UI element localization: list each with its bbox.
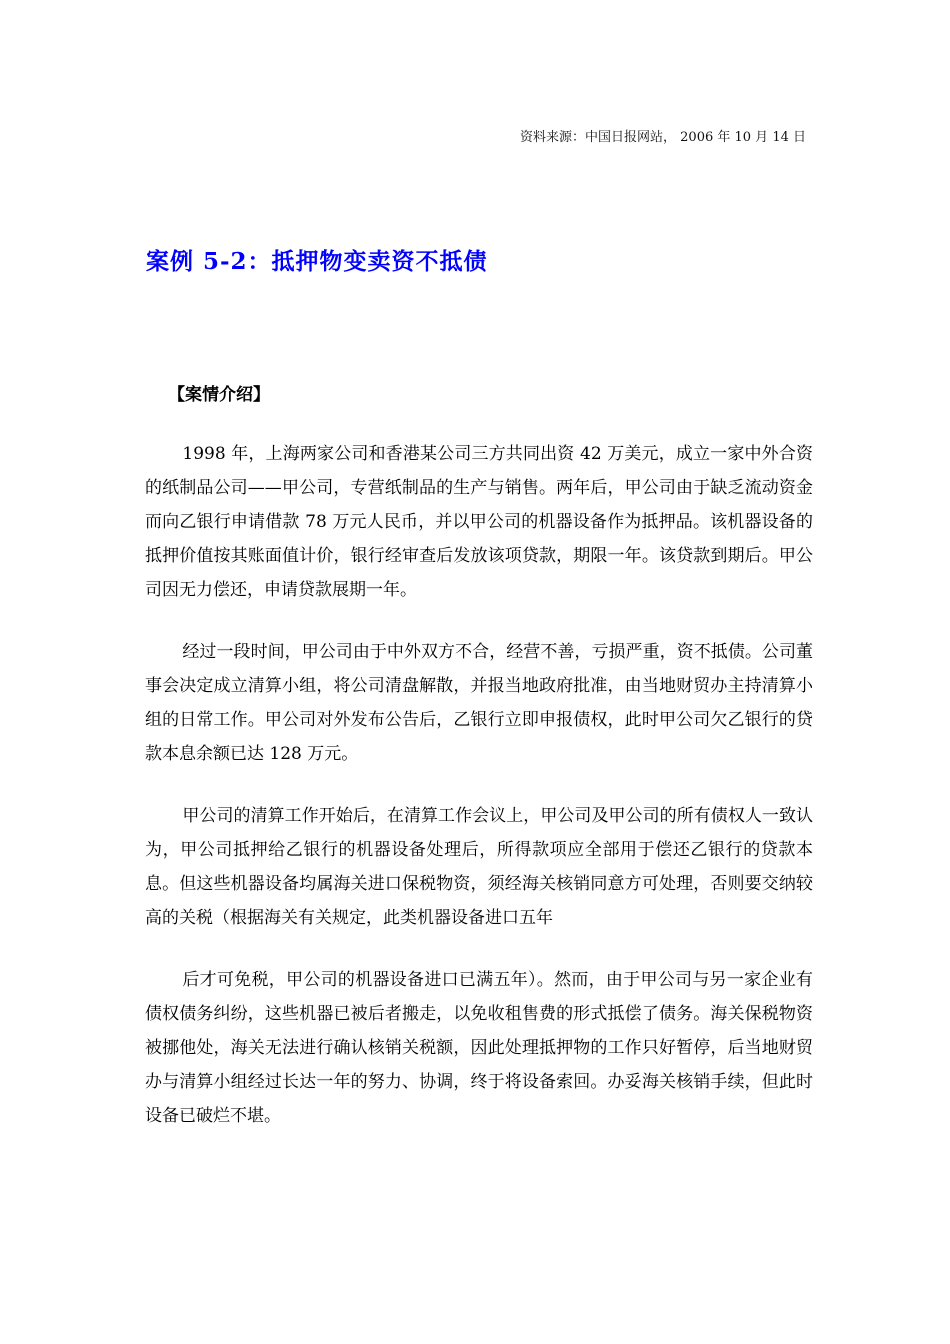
case-body [145, 437, 813, 1161]
paragraph: 经过一段时间，甲公司由于中外双方不合，经营不善，亏损严重，资不抵债。公司董事会决定成立清算小组，将公司清盘解散，并报当地政府批准，由当地财贸办主持清算小组的日常工作。甲公司对外发布公告后，乙银行立即申报债权，此时甲公司欠乙银行的贷款本息余额已达 128 万元。 [145, 642, 813, 764]
case-title: 案例 5-2：抵押物变卖资不抵债 [146, 248, 488, 275]
paragraph: 后才可免税，甲公司的机器设备进口已满五年）。然而，由于甲公司与另一家企业有债权债务纠纷，这些机器已被后者搬走，以免收租售费的形式抵偿了债务。海关保税物资被挪他处，海关无法进行确认核销关税额，因此处理抵押物的工作只好暂停，后当地财贸办与清算小组经过长达一年的努力、协调，终于将设备索回。办妥海关核销手续，但此时设备已破烂不堪。 [145, 970, 813, 1126]
section-heading: 【案情介绍】 [168, 385, 270, 405]
paragraph: 甲公司的清算工作开始后，在清算工作会议上，甲公司及甲公司的所有债权人一致认为，甲公司抵押给乙银行的机器设备处理后，所得款项应全部用于偿还乙银行的贷款本息。但这些机器设备均属海关进口保税物资，须经海关核销同意方可处理，否则要交纳较高的关税（根据海关有关规定，此类机器设备进口五年 [145, 806, 813, 928]
source-line: 资料来源：中国日报网站， 2006 年 10 月 14 日 [520, 130, 806, 145]
paragraph: 1998 年，上海两家公司和香港某公司三方共同出资 42 万美元，成立一家中外合资的纸制品公司——甲公司，专营纸制品的生产与销售。两年后，甲公司由于缺乏流动资金而向乙银行申请借款 78 万元人民币，并以甲公司的机器设备作为抵押品。该机器设备的抵押价值按其账面值计价，银行经审查后发放该项贷款，期限一年。该贷款到期后。甲公司因无力偿还，申请贷款展期一年。 [145, 444, 813, 600]
